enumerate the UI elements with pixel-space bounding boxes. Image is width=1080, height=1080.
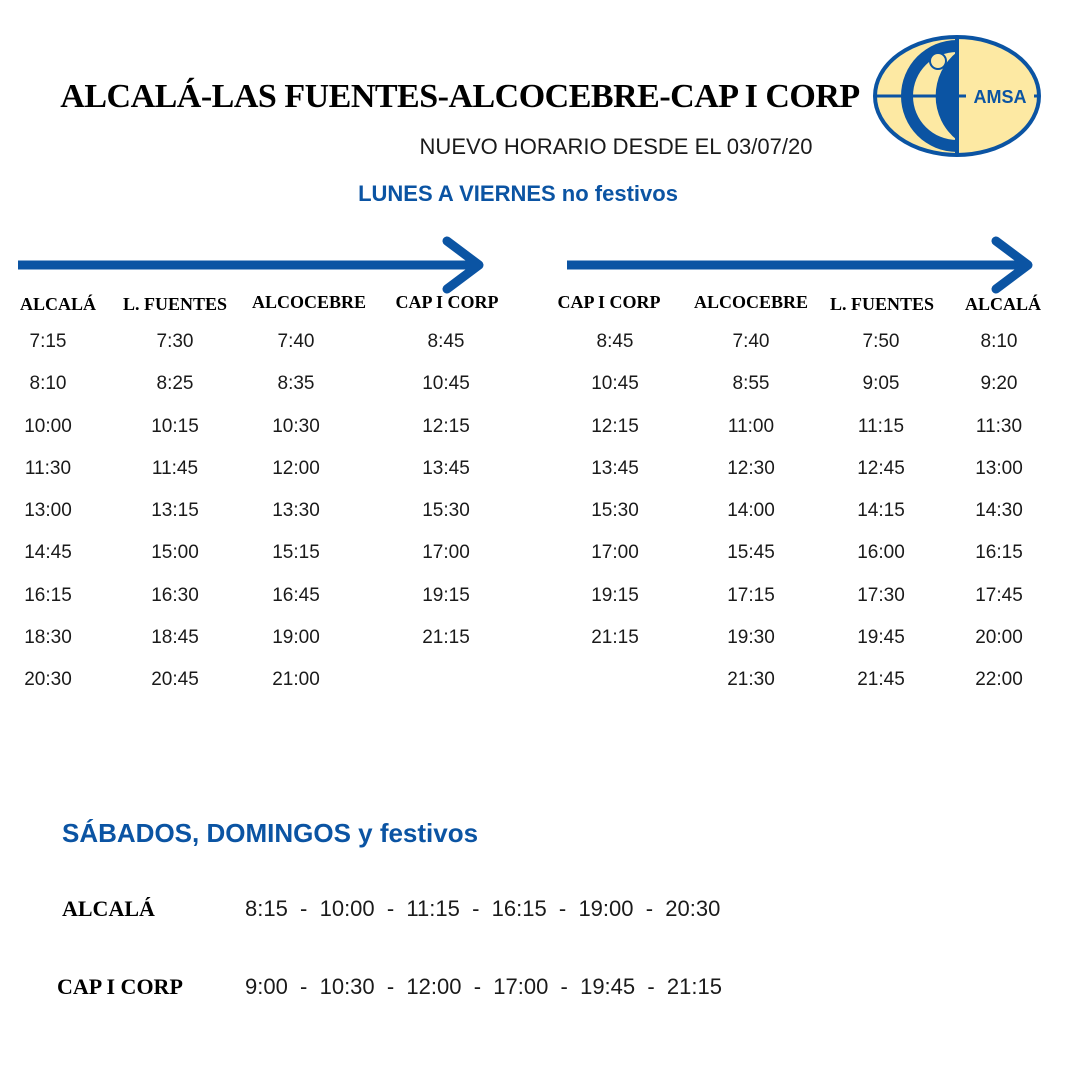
time-cell: 20:45: [151, 669, 199, 691]
time-cell: 11:30: [975, 415, 1023, 437]
time-cell: 9:20: [980, 373, 1018, 395]
time-cell: 8:35: [277, 373, 315, 395]
time-cell: 14:15: [857, 500, 905, 522]
return-times-capicorp: [555, 330, 675, 668]
return-times-lfuentes: [821, 330, 941, 711]
time-cell: 7:15: [29, 331, 67, 352]
time-cell: 8:45: [596, 331, 634, 352]
outbound-times-lfuentes: [115, 330, 235, 711]
outbound-header-alcocebre: ALCOCEBRE: [251, 292, 367, 312]
time-cell: 12:00: [272, 457, 320, 479]
time-cell: 12:45: [857, 457, 905, 479]
time-cell: 15:45: [727, 542, 775, 564]
weekend-stop-capicorp: CAP I CORP: [57, 974, 183, 999]
return-header-lfuentes: L. FUENTES: [829, 294, 935, 314]
time-cell: 13:45: [422, 457, 470, 479]
time-cell: 12:15: [591, 415, 639, 437]
outbound-times-alcocebre: [236, 330, 356, 711]
time-cell: 11:00: [727, 415, 775, 437]
time-cell: 8:55: [732, 373, 770, 395]
time-cell: 11:15: [857, 415, 905, 437]
time-cell: 21:00: [272, 669, 320, 691]
time-cell: 20:00: [975, 627, 1023, 649]
weekend-section-title: SÁBADOS, DOMINGOS y festivos: [62, 818, 479, 848]
return-header-alcala: ALCALÁ: [964, 294, 1041, 314]
time-cell: 17:15: [727, 584, 775, 606]
outbound-header-alcala: ALCALÁ: [19, 294, 96, 314]
time-cell: 21:15: [591, 627, 639, 649]
time-cell: 15:15: [272, 542, 320, 564]
logo-text: AMSA: [973, 87, 1027, 107]
outbound-times-alcala: [0, 330, 108, 711]
time-cell: 8:45: [427, 331, 465, 352]
return-header-alcocebre: ALCOCEBRE: [693, 292, 809, 312]
time-cell: 16:15: [24, 584, 72, 606]
time-cell: 20:30: [24, 669, 72, 691]
time-cell: 19:45: [857, 627, 905, 649]
time-cell: 15:00: [151, 542, 199, 564]
time-cell: 13:00: [975, 457, 1023, 479]
outbound-times-capicorp: [386, 330, 506, 668]
time-cell: 14:30: [975, 500, 1023, 522]
time-cell: 12:30: [727, 457, 775, 479]
time-cell: 10:45: [591, 373, 639, 395]
time-cell: 7:30: [156, 331, 194, 352]
schedule-subtitle: NUEVO HORARIO DESDE EL 03/07/20: [419, 134, 813, 159]
time-cell: 17:00: [591, 542, 639, 564]
time-cell: 9:05: [862, 373, 900, 395]
time-cell: 16:00: [857, 542, 905, 564]
time-cell: 13:15: [151, 500, 199, 522]
weekend-times-capicorp: 9:00 - 10:30 - 12:00 - 17:00 - 19:45 - 21:15: [245, 974, 722, 999]
time-cell: 22:00: [975, 669, 1023, 691]
direction-arrows: [0, 0, 1080, 300]
time-cell: 21:45: [857, 669, 905, 691]
time-cell: 15:30: [422, 500, 470, 522]
time-cell: 16:45: [272, 584, 320, 606]
page-title: ALCALÁ-LAS FUENTES-ALCOCEBRE-CAP I CORP: [60, 78, 860, 115]
time-cell: 14:45: [24, 542, 72, 564]
return-times-alcala: [939, 330, 1059, 711]
return-header-capicorp: CAP I CORP: [557, 292, 661, 312]
time-cell: 19:15: [591, 584, 639, 606]
weekend-stop-alcala: ALCALÁ: [62, 896, 155, 921]
time-cell: 8:10: [980, 331, 1018, 352]
weekday-section-title: LUNES A VIERNES no festivos: [358, 181, 678, 206]
time-cell: 7:50: [862, 331, 900, 352]
time-cell: 13:00: [24, 500, 72, 522]
time-cell: 7:40: [277, 331, 315, 352]
time-cell: 19:30: [727, 627, 775, 649]
time-cell: 21:30: [727, 669, 775, 691]
time-cell: 15:30: [591, 500, 639, 522]
time-cell: 10:00: [24, 415, 72, 437]
time-cell: 18:30: [24, 627, 72, 649]
outbound-header-lfuentes: L. FUENTES: [122, 294, 228, 314]
time-cell: 16:15: [975, 542, 1023, 564]
time-cell: 14:00: [727, 500, 775, 522]
time-cell: 12:15: [422, 415, 470, 437]
return-arrow-icon: [567, 241, 1028, 289]
time-cell: 10:30: [272, 415, 320, 437]
time-cell: 8:25: [156, 373, 194, 395]
time-cell: 17:45: [975, 584, 1023, 606]
time-cell: 10:45: [422, 373, 470, 395]
time-cell: 16:30: [151, 584, 199, 606]
time-cell: 11:30: [24, 457, 72, 479]
time-cell: 13:30: [272, 500, 320, 522]
time-cell: 11:45: [151, 457, 199, 479]
time-cell: 17:30: [857, 584, 905, 606]
time-cell: 21:15: [422, 627, 470, 649]
time-cell: 8:10: [29, 373, 67, 395]
outbound-arrow-icon: [18, 241, 479, 289]
outbound-header-capicorp: CAP I CORP: [395, 292, 499, 312]
return-times-alcocebre: [691, 330, 811, 711]
time-cell: 19:00: [272, 627, 320, 649]
time-cell: 10:15: [151, 415, 199, 437]
time-cell: 13:45: [591, 457, 639, 479]
time-cell: 18:45: [151, 627, 199, 649]
time-cell: 19:15: [422, 584, 470, 606]
time-cell: 7:40: [732, 331, 770, 352]
time-cell: 17:00: [422, 542, 470, 564]
weekend-times-alcala: 8:15 - 10:00 - 11:15 - 16:15 - 19:00 - 20:30: [245, 896, 721, 921]
